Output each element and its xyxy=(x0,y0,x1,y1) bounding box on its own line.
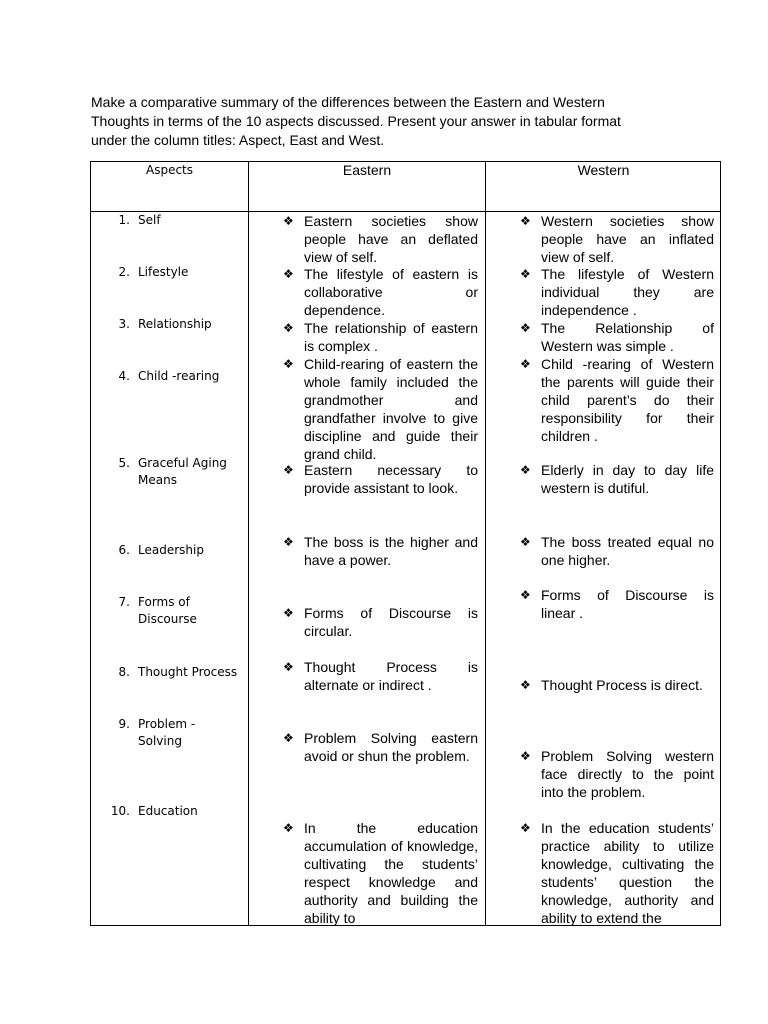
western-text: The Relationship of Western was simple . xyxy=(541,320,714,354)
instruction-line-3: under the column titles: Aspect, East and West. xyxy=(91,132,385,148)
aspect-label: Relationship xyxy=(138,317,212,331)
diamond-bullet-icon: ❖ xyxy=(283,321,294,335)
diamond-bullet-icon: ❖ xyxy=(520,821,531,835)
western-text: Forms of Discourse is linear . xyxy=(541,587,714,621)
aspect-number: 10. xyxy=(110,804,130,818)
eastern-text: In the education accumulation of knowledge, cultivating the students’ respect knowledge and authority and building the ability to xyxy=(304,820,478,926)
western-text: The lifestyle of Western individual they are independence . xyxy=(541,266,714,318)
eastern-text: Problem Solving eastern avoid or shun the problem. xyxy=(304,730,478,764)
eastern-text: Child-rearing of eastern the whole family included the grandmother and grandfather involve to give discipline and guide their grand child. xyxy=(304,356,478,462)
western-text: Elderly in day to day life western is dutiful. xyxy=(541,462,714,496)
diamond-bullet-icon: ❖ xyxy=(520,678,531,692)
diamond-bullet-icon: ❖ xyxy=(520,321,531,335)
aspect-label: Problem -Solving xyxy=(138,717,196,748)
diamond-bullet-icon: ❖ xyxy=(520,749,531,763)
diamond-bullet-icon: ❖ xyxy=(283,731,294,745)
aspect-number: 9. xyxy=(118,717,130,731)
aspect-label: Lifestyle xyxy=(138,265,189,279)
aspect-label: Leadership xyxy=(138,543,204,557)
diamond-bullet-icon: ❖ xyxy=(520,357,531,371)
western-text: Western societies show people have an inflated view of self. xyxy=(541,213,714,265)
western-text: Thought Process is direct. xyxy=(541,677,703,693)
aspect-number: 1. xyxy=(118,213,130,227)
diamond-bullet-icon: ❖ xyxy=(283,214,294,228)
diamond-bullet-icon: ❖ xyxy=(520,535,531,549)
eastern-text: The boss is the higher and have a power. xyxy=(304,534,478,568)
aspect-label: Graceful Aging Means xyxy=(138,456,227,487)
instruction-line-2: Thoughts in terms of the 10 aspects discussed. Present your answer in tabular format xyxy=(91,113,621,129)
header-western: Western xyxy=(577,162,630,178)
diamond-bullet-icon: ❖ xyxy=(520,214,531,228)
aspect-number: 2. xyxy=(118,265,130,279)
diamond-bullet-icon: ❖ xyxy=(520,267,531,281)
aspect-number: 5. xyxy=(118,456,130,470)
diamond-bullet-icon: ❖ xyxy=(283,463,294,477)
aspect-label: Forms of Discourse xyxy=(138,595,197,626)
aspect-label: Thought Process xyxy=(138,665,238,679)
eastern-text: The relationship of eastern is complex . xyxy=(304,320,478,354)
eastern-text: The lifestyle of eastern is collaborative or dependence. xyxy=(304,266,478,318)
diamond-bullet-icon: ❖ xyxy=(283,267,294,281)
eastern-text: Thought Process is alternate or indirect . xyxy=(304,659,478,693)
aspect-number: 3. xyxy=(118,317,130,331)
diamond-bullet-icon: ❖ xyxy=(283,606,294,620)
western-text: In the education students’ practice ability to utilize knowledge, cultivating the students’ question the knowledge, authority and ability to extend the xyxy=(541,820,714,926)
diamond-bullet-icon: ❖ xyxy=(283,357,294,371)
western-text: The boss treated equal no one higher. xyxy=(541,534,714,568)
instructions xyxy=(91,93,691,150)
aspect-number: 4. xyxy=(118,369,130,383)
diamond-bullet-icon: ❖ xyxy=(520,463,531,477)
aspect-label: Education xyxy=(138,804,198,818)
eastern-text: Eastern societies show people have an deflated view of self. xyxy=(304,213,478,265)
aspect-label: Child -rearing xyxy=(138,369,220,383)
header-aspects: Aspects xyxy=(145,163,193,177)
diamond-bullet-icon: ❖ xyxy=(283,821,294,835)
column-divider-1 xyxy=(248,161,249,926)
instruction-line-1: Make a comparative summary of the differences between the Eastern and Western xyxy=(91,94,605,110)
aspect-label: Self xyxy=(138,213,161,227)
column-divider-2 xyxy=(485,161,486,926)
eastern-text: Forms of Discourse is circular. xyxy=(304,605,478,639)
western-text: Child -rearing of Western the parents will guide their child parent’s do their responsibility for their children . xyxy=(541,356,714,444)
aspect-number: 8. xyxy=(118,665,130,679)
diamond-bullet-icon: ❖ xyxy=(520,588,531,602)
diamond-bullet-icon: ❖ xyxy=(283,535,294,549)
eastern-text: Eastern necessary to provide assistant to look. xyxy=(304,462,478,496)
diamond-bullet-icon: ❖ xyxy=(283,660,294,674)
header-eastern: Eastern xyxy=(342,162,392,178)
aspect-number: 7. xyxy=(118,595,130,609)
western-text: Problem Solving western face directly to the point into the problem. xyxy=(541,748,714,800)
aspect-number: 6. xyxy=(118,543,130,557)
